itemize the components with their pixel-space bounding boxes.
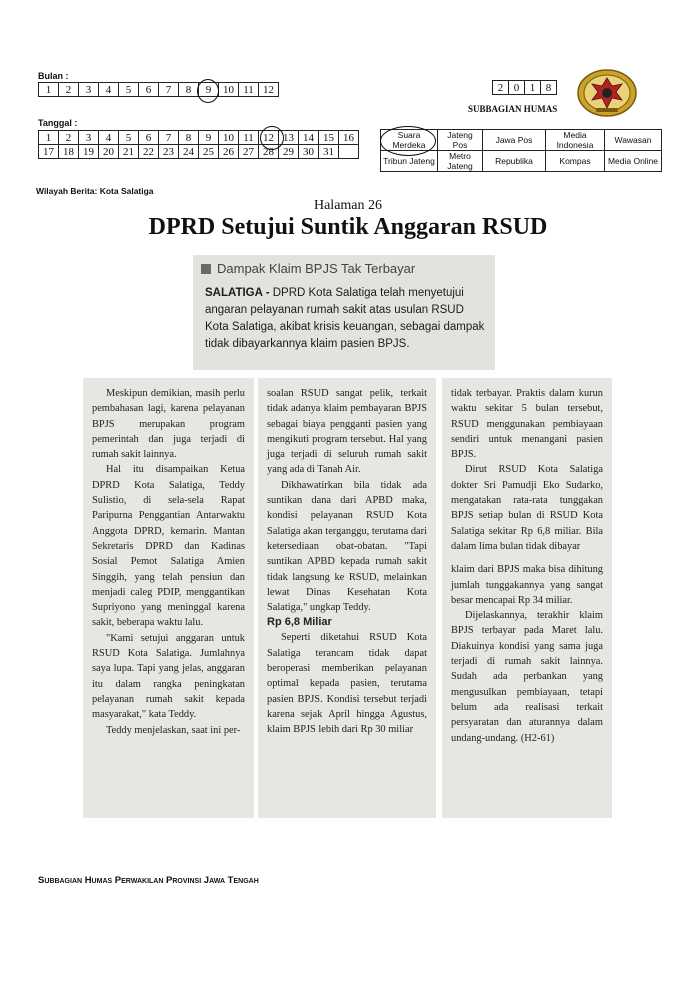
media-media-indonesia: Media Indonesia	[546, 130, 605, 151]
year-digit-cell: 0	[509, 81, 525, 95]
article-lead-box	[193, 255, 495, 370]
day-cell: 4	[99, 131, 119, 145]
column-paragraph: klaim dari BPJS maka bisa dihitung jumlah tunggakannya yang sangat besar mencapai Rp 34 miliar.	[451, 564, 603, 606]
media-suara-merdeka: Suara Merdeka	[381, 130, 438, 151]
day-cell: 14	[299, 131, 319, 145]
day-cell: 23	[159, 145, 179, 159]
subheading: Rp 6,8 Miliar	[267, 616, 332, 629]
month-cell: 9	[199, 83, 219, 97]
media-kompas: Kompas	[546, 151, 605, 172]
month-grid	[38, 82, 279, 97]
wilayah-berita: Wilayah Berita: Kota Salatiga	[36, 186, 154, 196]
day-cell: 1	[39, 131, 59, 145]
day-cell: 20	[99, 145, 119, 159]
media-metro-jateng: Metro Jateng	[438, 151, 483, 172]
page-number: Halaman 26	[313, 198, 383, 213]
day-cell: 6	[139, 131, 159, 145]
day-cell: 3	[79, 131, 99, 145]
media-tribun-jateng: Tribun Jateng	[381, 151, 438, 172]
kicker	[201, 261, 415, 276]
column-paragraph: Dirut RSUD Kota Salatiga dokter Sri Pamudji Eko Sudarko, mengatakan rata-rata tunggakan BPJS setiap bulan di RSUD Kota Salatiga sekitar Rp 6,8 miliar. Bila dalam lima bulan tidak dibayar	[451, 464, 603, 552]
year-digit-cell: 1	[525, 81, 541, 95]
day-grid	[38, 130, 359, 159]
month-cell: 5	[119, 83, 139, 97]
headline: DPRD Setujui Suntik Anggaran RSUD	[148, 214, 548, 240]
day-cell: 27	[239, 145, 259, 159]
square-bullet-icon	[201, 264, 211, 274]
month-cell: 10	[219, 83, 239, 97]
kicker-text: Dampak Klaim BPJS Tak Terbayar	[217, 261, 416, 276]
month-cell: 7	[159, 83, 179, 97]
year-digit-cell: 8	[541, 81, 557, 95]
month-cell: 4	[99, 83, 119, 97]
month-cell: 6	[139, 83, 159, 97]
column-paragraph: tidak terbayar. Praktis dalam kurun waktu sekitar 5 bulan tersebut, RSUD menggunakan pembiayaan sendiri untuk menangani pasien BPJS.	[451, 388, 603, 461]
month-cell: 2	[59, 83, 79, 97]
day-cell: 10	[219, 131, 239, 145]
day-cell: 30	[299, 145, 319, 159]
day-cell: 11	[239, 131, 259, 145]
day-cell: 2	[59, 131, 79, 145]
day-cell	[339, 145, 359, 159]
garuda-emblem-icon	[576, 68, 638, 118]
month-cell: 12	[259, 83, 279, 97]
column-paragraph: Dijelaskannya, terakhir klaim BPJS terbayar pada Maret lalu. Diakuinya kondisi yang sama juga terjadi di rumah sakit lainnya. Sudah ada perbankan yang mengusulkan pembiayaan, tetapi belum ada realisasi terkait persyaratan dan aturannya dalam undang-undang. (H2-61)	[451, 610, 603, 744]
column-paragraph: Dikhawatirkan bila tidak ada suntikan dana dari APBD maka, kondisi pelayanan RSUD Kota Salatiga akan terganggu, terutama dari ketersediaan obat-obatan. "Tapi suntikan APBD kepada rumah sakit tidak langsung ke RSUD, melainkan lewat Dinas Kesehatan Kota Salatiga," ungkap Teddy.	[267, 479, 427, 614]
month-cell: 8	[179, 83, 199, 97]
day-cell: 16	[339, 131, 359, 145]
media-wawasan: Wawasan	[605, 130, 662, 151]
article-column-2	[258, 378, 436, 818]
day-cell: 19	[79, 145, 99, 159]
day-cell: 17	[39, 145, 59, 159]
year-grid	[492, 80, 557, 95]
day-cell: 29	[279, 145, 299, 159]
day-cell: 25	[199, 145, 219, 159]
media-republika: Republika	[483, 151, 546, 172]
month-cell: 3	[79, 83, 99, 97]
day-cell: 31	[319, 145, 339, 159]
bulan-label: Bulan :	[38, 71, 69, 81]
footer: Subbagian Humas Perwakilan Provinsi Jawa Tengah	[38, 875, 259, 886]
column-paragraph: Seperti diketahui RSUD Kota Salatiga terancam tidak dapat beroperasi memberikan pelayanan optimal kepada pasien, terutama pasien BPJS. Kondisi tersebut terjadi karena sejak April hingga Agustus, klaim BPJS lebih dari Rp 30 miliar	[267, 632, 427, 736]
selected-month-circle	[197, 79, 219, 103]
column-paragraph: Meskipun demikian, masih perlu pembahasan lagi, karena pelayanan BPJS merupakan program pemerintah dan juga terjadi di rumah sakit lainnya.	[92, 388, 245, 461]
day-cell: 9	[199, 131, 219, 145]
day-cell: 22	[139, 145, 159, 159]
column-paragraph: Teddy menjelaskan, saat ini per-	[106, 724, 241, 736]
lead-paragraph	[205, 285, 489, 353]
column-paragraph: soalan RSUD sangat pelik, terkait tidak adanya klaim pembayaran BPJS sebagai biaya pengganti pasien yang mengikuti program tersebut. Hal yang juga terjadi di seluruh rumah sakit yang ada di Tanah Air.	[267, 388, 427, 476]
lead-text: DPRD Kota Salatiga telah menyetujui angaran pelayanan rumah sakit atas usulan RSUD Kota Salatiga, akibat krisis keuangan, sebagai dampak tidak dibayarkannya klaim pasien BPJS.	[205, 287, 485, 350]
column-paragraph: "Kami setujui anggaran untuk RSUD Kota Salatiga. Jumlahnya saya lupa. Tapi yang jelas, anggaran itu dalam rangka peningkatan pelayanan rumah sakit kepada masyarakat," kata Teddy.	[92, 632, 245, 721]
tanggal-label: Tanggal :	[38, 118, 78, 128]
month-cell: 1	[39, 83, 59, 97]
media-jateng-pos: Jateng Pos	[438, 130, 483, 151]
selected-media-circle	[380, 126, 436, 156]
day-cell: 24	[179, 145, 199, 159]
year-digit-cell: 2	[493, 81, 509, 95]
unit-title: SUBBAGIAN HUMAS	[468, 104, 558, 114]
lead-dateline: SALATIGA -	[205, 287, 270, 299]
day-cell: 21	[119, 145, 139, 159]
day-cell: 26	[219, 145, 239, 159]
month-cell: 11	[239, 83, 259, 97]
day-cell: 15	[319, 131, 339, 145]
day-cell: 18	[59, 145, 79, 159]
article-column-3	[442, 378, 612, 818]
day-cell: 5	[119, 131, 139, 145]
selected-day-circle	[260, 126, 284, 150]
article-column-1	[83, 378, 254, 818]
media-jawa-pos: Jawa Pos	[483, 130, 546, 151]
day-cell: 13	[279, 131, 299, 145]
day-cell: 28	[259, 145, 279, 159]
day-cell: 7	[159, 131, 179, 145]
day-cell: 12	[259, 131, 279, 145]
column-paragraph: Hal itu disampaikan Ketua DPRD Kota Salatiga, Teddy Sulistio, di sela-sela Rapat Paripurna Penggantian Antarwaktu Anggota DPRD, kemarin. Mantan Sekretaris DPRD dan Kadinas Sosial Pemot Salatiga Amien Singgih, yang telah pensiun dan menjadi caleg PDIP, menggantikan Supriyono yang meninggal karena sakit, beberapa waktu lalu.	[92, 464, 245, 629]
day-cell: 8	[179, 131, 199, 145]
media-media-online: Media Online	[605, 151, 662, 172]
